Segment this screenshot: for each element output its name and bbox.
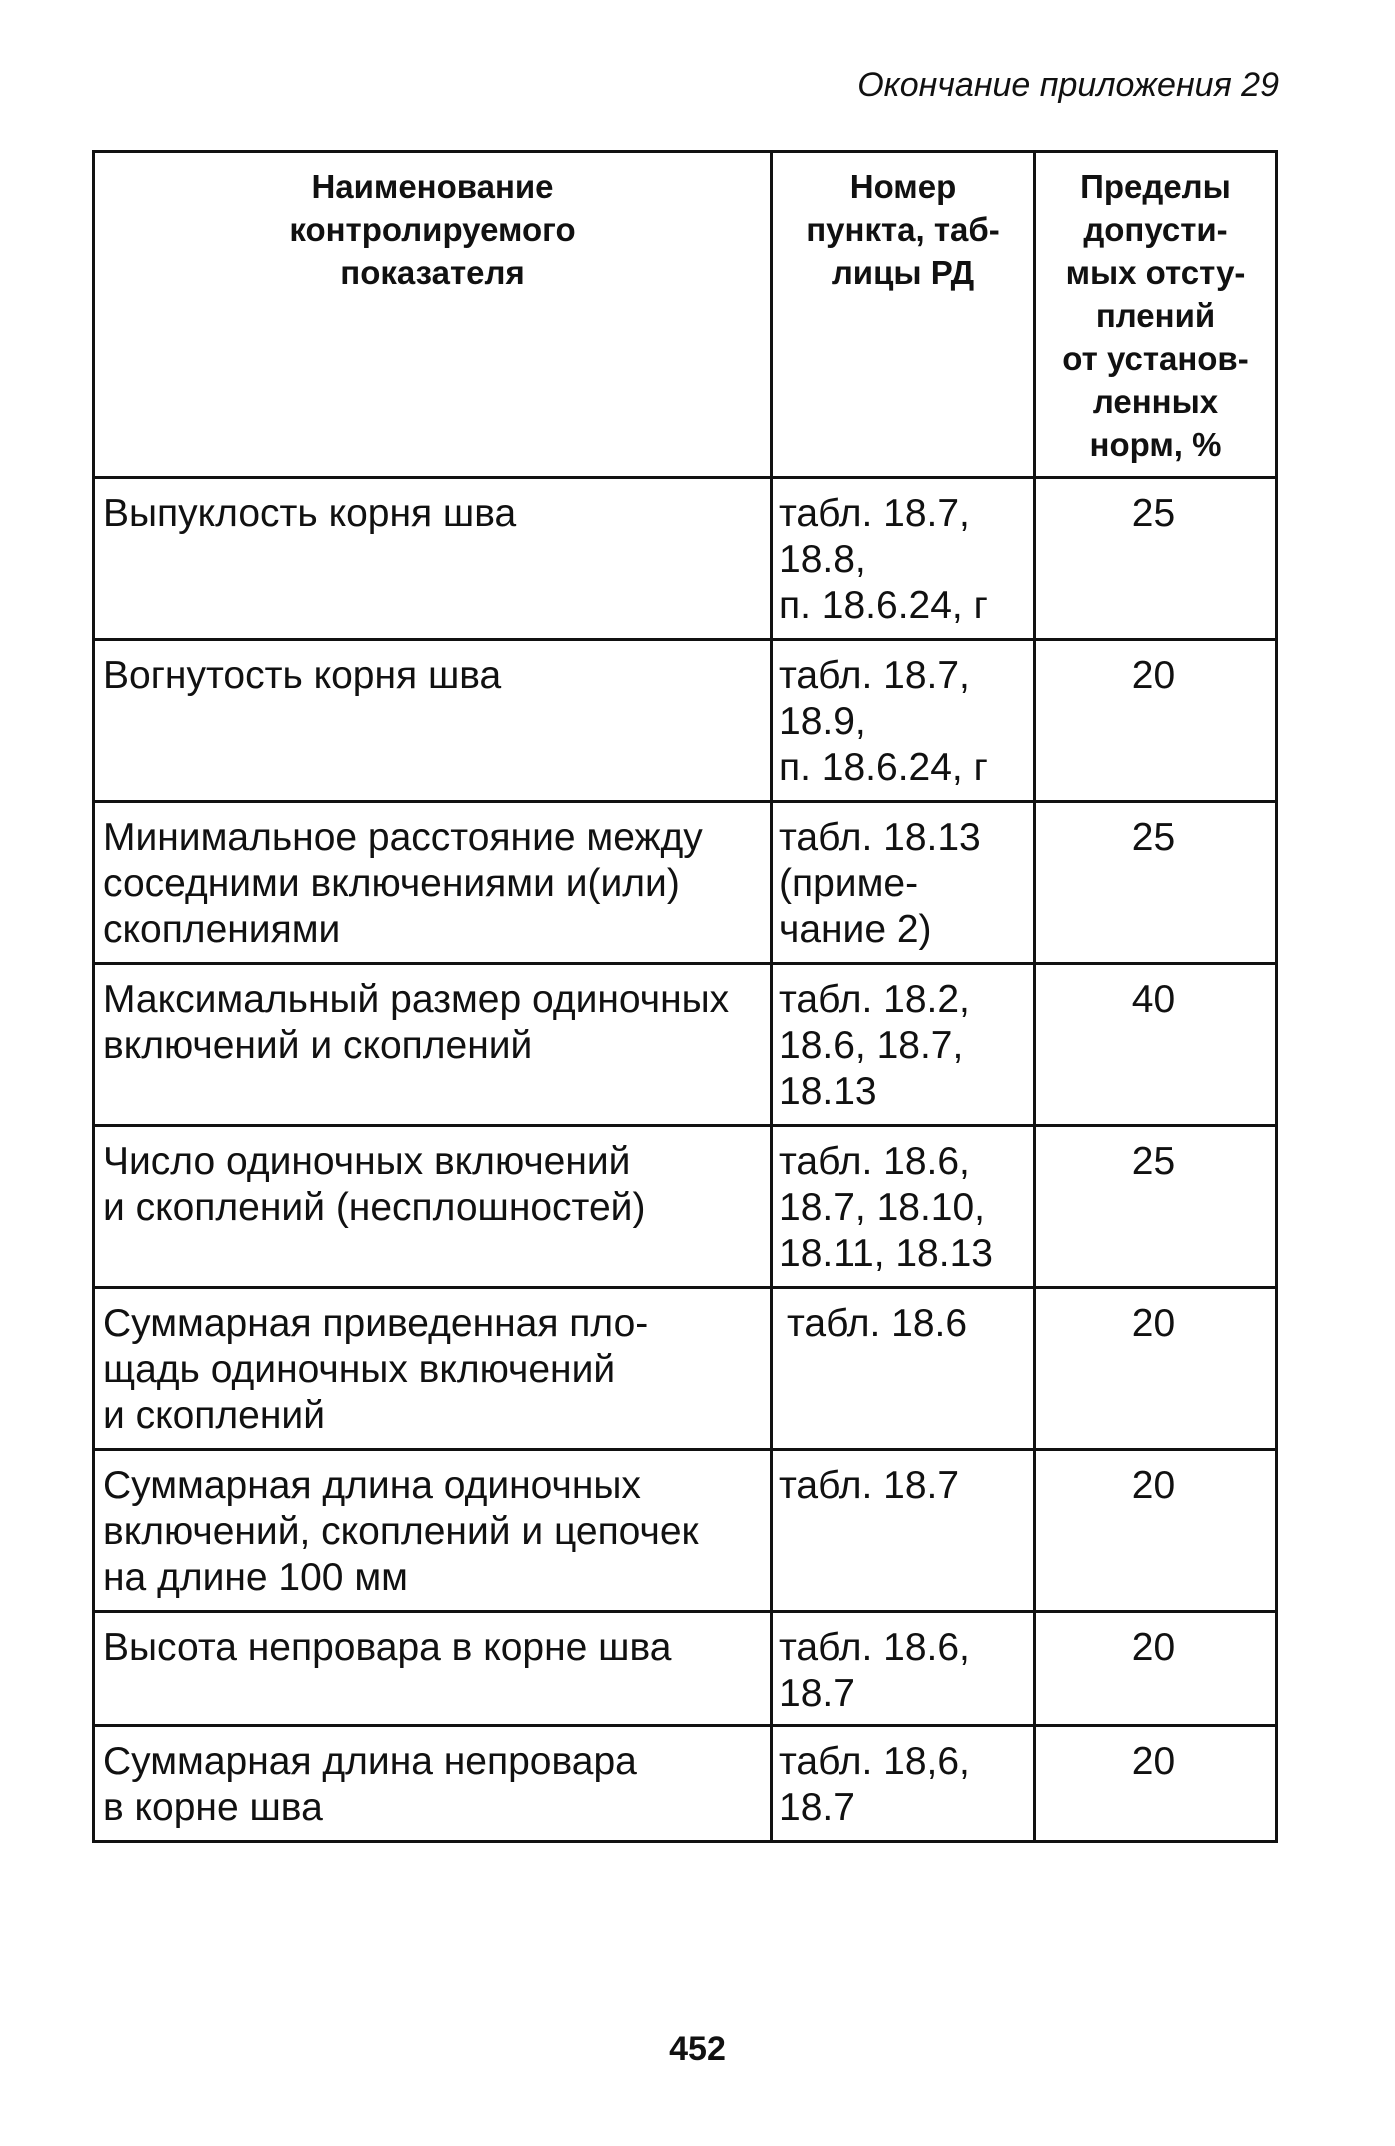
reference-cell: табл. 18.7 [772,1450,1035,1612]
parameter-cell: Суммарная длина непровара в корне шва [94,1726,772,1842]
limit-cell: 20 [1035,1450,1277,1612]
parameter-cell: Минимальное расстояние между соседними включениями и(или) скоплениями [94,802,772,964]
limit-cell: 25 [1035,1126,1277,1288]
limit-cell: 20 [1035,1288,1277,1450]
reference-cell: табл. 18,6, 18.7 [772,1726,1035,1842]
page-number: 452 [669,2030,726,2068]
table-row [94,1288,1277,1450]
table-header-row [94,152,1277,478]
table-row [94,964,1277,1126]
parameter-cell: Максимальный размер одиночных включений и скоплений [94,964,772,1126]
table-row [94,640,1277,802]
limit-cell: 20 [1035,1612,1277,1726]
parameter-cell: Выпуклость корня шва [94,478,772,640]
limit-cell: 40 [1035,964,1277,1126]
limit-cell: 20 [1035,1726,1277,1842]
reference-cell: табл. 18.6, 18.7, 18.10, 18.11, 18.13 [772,1126,1035,1288]
reference-cell: табл. 18.6, 18.7 [772,1612,1035,1726]
limit-cell: 25 [1035,478,1277,640]
column-header-parameter: Наименование контролируемого показателя [94,152,772,478]
reference-cell: табл. 18.2, 18.6, 18.7, 18.13 [772,964,1035,1126]
parameter-cell: Суммарная приведенная пло- щадь одиночных включений и скоплений [94,1288,772,1450]
page-header-caption: Окончание приложения 29 [857,66,1279,104]
column-header-deviation-limit: Пределы допусти- мых отсту- плений от установ- ленных норм, % [1035,152,1277,478]
parameter-cell: Вогнутость корня шва [94,640,772,802]
table-row [94,1612,1277,1726]
table-row [94,478,1277,640]
column-header-reference: Номер пункта, таб- лицы РД [772,152,1035,478]
limit-cell: 20 [1035,640,1277,802]
parameter-cell: Высота непровара в корне шва [94,1612,772,1726]
limit-cell: 25 [1035,802,1277,964]
table-row [94,1726,1277,1842]
table-row [94,1126,1277,1288]
parameter-cell: Суммарная длина одиночных включений, скоплений и цепочек на длине 100 мм [94,1450,772,1612]
norms-table [92,150,1278,1843]
table-row [94,802,1277,964]
parameter-cell: Число одиночных включений и скоплений (несплошностей) [94,1126,772,1288]
reference-cell: табл. 18.7, 18.8, п. 18.6.24, г [772,478,1035,640]
reference-cell: табл. 18.7, 18.9, п. 18.6.24, г [772,640,1035,802]
table-row [94,1450,1277,1612]
reference-cell: табл. 18.6 [772,1288,1035,1450]
reference-cell: табл. 18.13 (приме- чание 2) [772,802,1035,964]
